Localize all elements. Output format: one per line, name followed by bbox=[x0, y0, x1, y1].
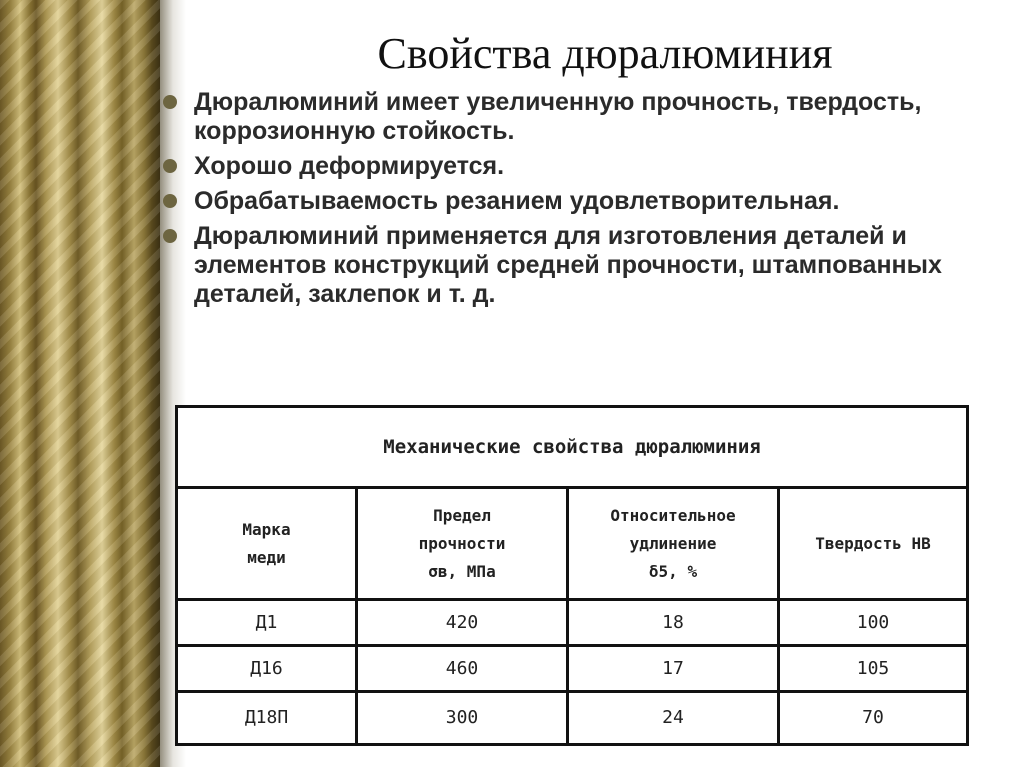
decorative-curtain bbox=[0, 0, 160, 767]
table-cell: 17 bbox=[569, 647, 780, 693]
bullet-dot-icon bbox=[163, 194, 177, 208]
properties-table bbox=[175, 405, 969, 746]
table-cell: 420 bbox=[358, 601, 569, 647]
column-header: Твердость НВ bbox=[780, 489, 966, 601]
table-cell: Д18П bbox=[178, 693, 358, 743]
bullet-dot-icon bbox=[163, 95, 177, 109]
bullet-dot-icon bbox=[163, 229, 177, 243]
bullet-item bbox=[163, 152, 1018, 181]
table-grid bbox=[178, 489, 966, 746]
bullet-item bbox=[163, 222, 1018, 309]
column-header: Предел прочности σв, МПа bbox=[358, 489, 569, 601]
table-cell: Д1 bbox=[178, 601, 358, 647]
table-cell: 24 bbox=[569, 693, 780, 743]
slide-title: Свойства дюралюминия bbox=[377, 29, 833, 78]
bullet-text: Дюралюминий применяется для изготовления деталей и элементов конструкций средней прочности, штампованных деталей, заклепок и т. д. bbox=[194, 222, 942, 308]
table-cell: 300 bbox=[358, 693, 569, 743]
table-cell: 70 bbox=[862, 707, 884, 728]
table-caption: Механические свойства дюралюминия bbox=[178, 408, 966, 489]
bullet-item bbox=[163, 187, 1018, 216]
table-cell: 18 bbox=[569, 601, 780, 647]
bullet-list bbox=[163, 88, 1018, 315]
bullet-item bbox=[163, 88, 1018, 146]
column-header: Марка меди bbox=[178, 489, 358, 601]
bullet-text: Обрабатываемость резанием удовлетворительная. bbox=[194, 187, 840, 215]
table-cell: 100 bbox=[780, 601, 966, 647]
bullet-dot-icon bbox=[163, 159, 177, 173]
bullet-text: Хорошо деформируется. bbox=[194, 152, 505, 180]
column-header: Относительное удлинение δ5, % bbox=[569, 489, 780, 601]
table-cell: Д16 bbox=[178, 647, 358, 693]
table-cell: 105 bbox=[780, 647, 966, 693]
table-cell: 460 bbox=[358, 647, 569, 693]
bullet-text: Дюралюминий имеет увеличенную прочность, твердость, коррозионную стойкость. bbox=[194, 88, 922, 145]
